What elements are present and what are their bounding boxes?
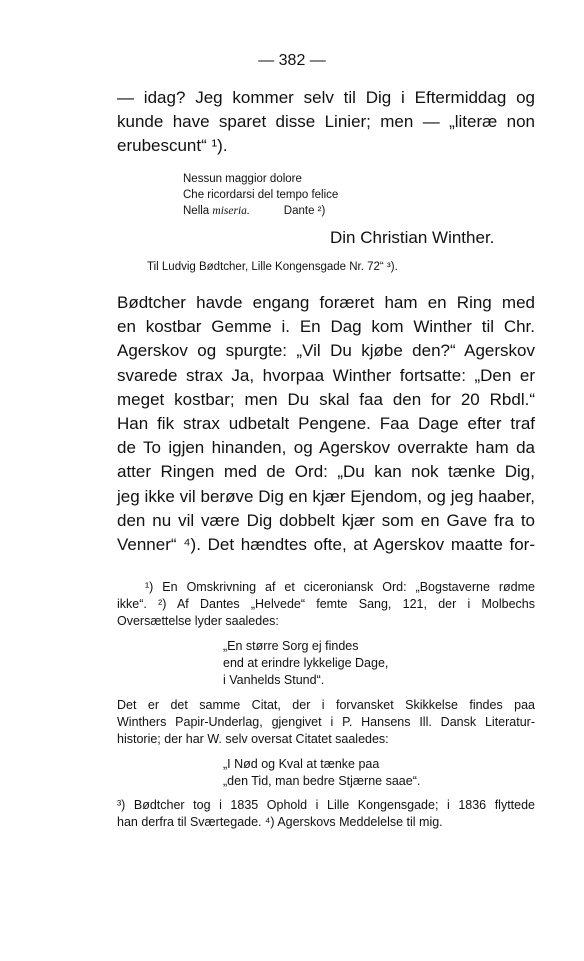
letter-signature: Din Christian Winther. [330, 228, 495, 247]
poem-italic-word: miseria. [212, 205, 250, 217]
footnote-1-line-2: ikke“. ²) Af Dantes „Helvede“ femte Sang, 121, der i Molbechs [117, 597, 535, 611]
letter-line-2: kunde have sparet disse Linier; men — „literæ non [117, 112, 535, 131]
quote-2-line-2: „den Tid, man bedre Stjærne saae“. [223, 774, 421, 788]
page-number: — 382 — [258, 52, 326, 69]
body-line: Bødtcher havde engang foræret ham en Ring med [117, 293, 535, 312]
poem-line-3-text: Nella [183, 205, 213, 217]
footnote-2-line-3: historie; der har W. selv oversat Citatet saaledes: [117, 732, 389, 746]
body-line: den nu vil være Dig dobbelt kjær som en Gave fra to [117, 511, 535, 530]
poem-line-3 [183, 203, 325, 219]
body-line: jeg ikke vil berøve Dig en kjær Ejendom, og jeg haaber, [117, 487, 535, 506]
quote-1-line-1: „En større Sorg ej findes [223, 639, 359, 653]
poem-author: Dante ²) [283, 205, 326, 217]
quote-1-line-3: i Vanhelds Stund“. [223, 673, 325, 687]
letter-line-1: — idag? Jeg kommer selv til Dig i Eftermiddag og [117, 88, 535, 107]
footnote-1-line-1: ¹) En Omskrivning af et ciceroniansk Ord: „Bogstaverne rødme [145, 580, 535, 594]
body-line: Agerskov og spurgte: „Vil Du kjøbe den?“ Agerskov [117, 341, 535, 360]
body-line: meget kostbar; men Du skal faa den for 20 Rbdl.“ [117, 390, 535, 409]
body-line: de To igjen hinanden, og Agerskov overrakte ham da [117, 438, 535, 457]
footnote-2-line-1: Det er det samme Citat, der i forvansket Skikkelse findes paa [117, 698, 535, 712]
footnote-1-line-3: Oversættelse lyder saaledes: [117, 614, 279, 628]
body-line: svarede strax Ja, hvorpaa Winther fortsatte: „Den er [117, 366, 535, 385]
footnote-2-line-2: Winthers Papir-Underlag, gjengivet i P. Hansens Ill. Dansk Literatur- [117, 715, 535, 729]
body-line: en kostbar Gemme i. En Dag kom Winther til Chr. [117, 317, 535, 336]
letter-address: Til Ludvig Bødtcher, Lille Kongensgade Nr. 72“ ³). [147, 261, 398, 273]
poem-line-2: Che ricordarsi del tempo felice [183, 189, 339, 201]
footnote-3-line-1: ³) Bødtcher tog i 1835 Ophold i Lille Kongensgade; i 1836 flyttede [117, 798, 535, 812]
quote-2-line-1: „I Nød og Kval at tænke paa [223, 757, 380, 771]
letter-line-3: erubescunt“ ¹). [117, 136, 228, 155]
quote-1-line-2: end at erindre lykkelige Dage, [223, 656, 389, 670]
footnote-3-line-2: han derfra til Sværtegade. ⁴) Agerskovs Meddelelse til mig. [117, 815, 443, 829]
body-line: Han fik strax udbetalt Pengene. Faa Dage efter traf [117, 414, 535, 433]
body-line: atter Ringen med de Ord: „Du kan nok tænke Dig, [117, 462, 535, 481]
poem-line-1: Nessun maggior dolore [183, 173, 302, 185]
body-line: Venner“ ⁴). Det hændtes ofte, at Agerskov maatte for- [117, 535, 535, 554]
